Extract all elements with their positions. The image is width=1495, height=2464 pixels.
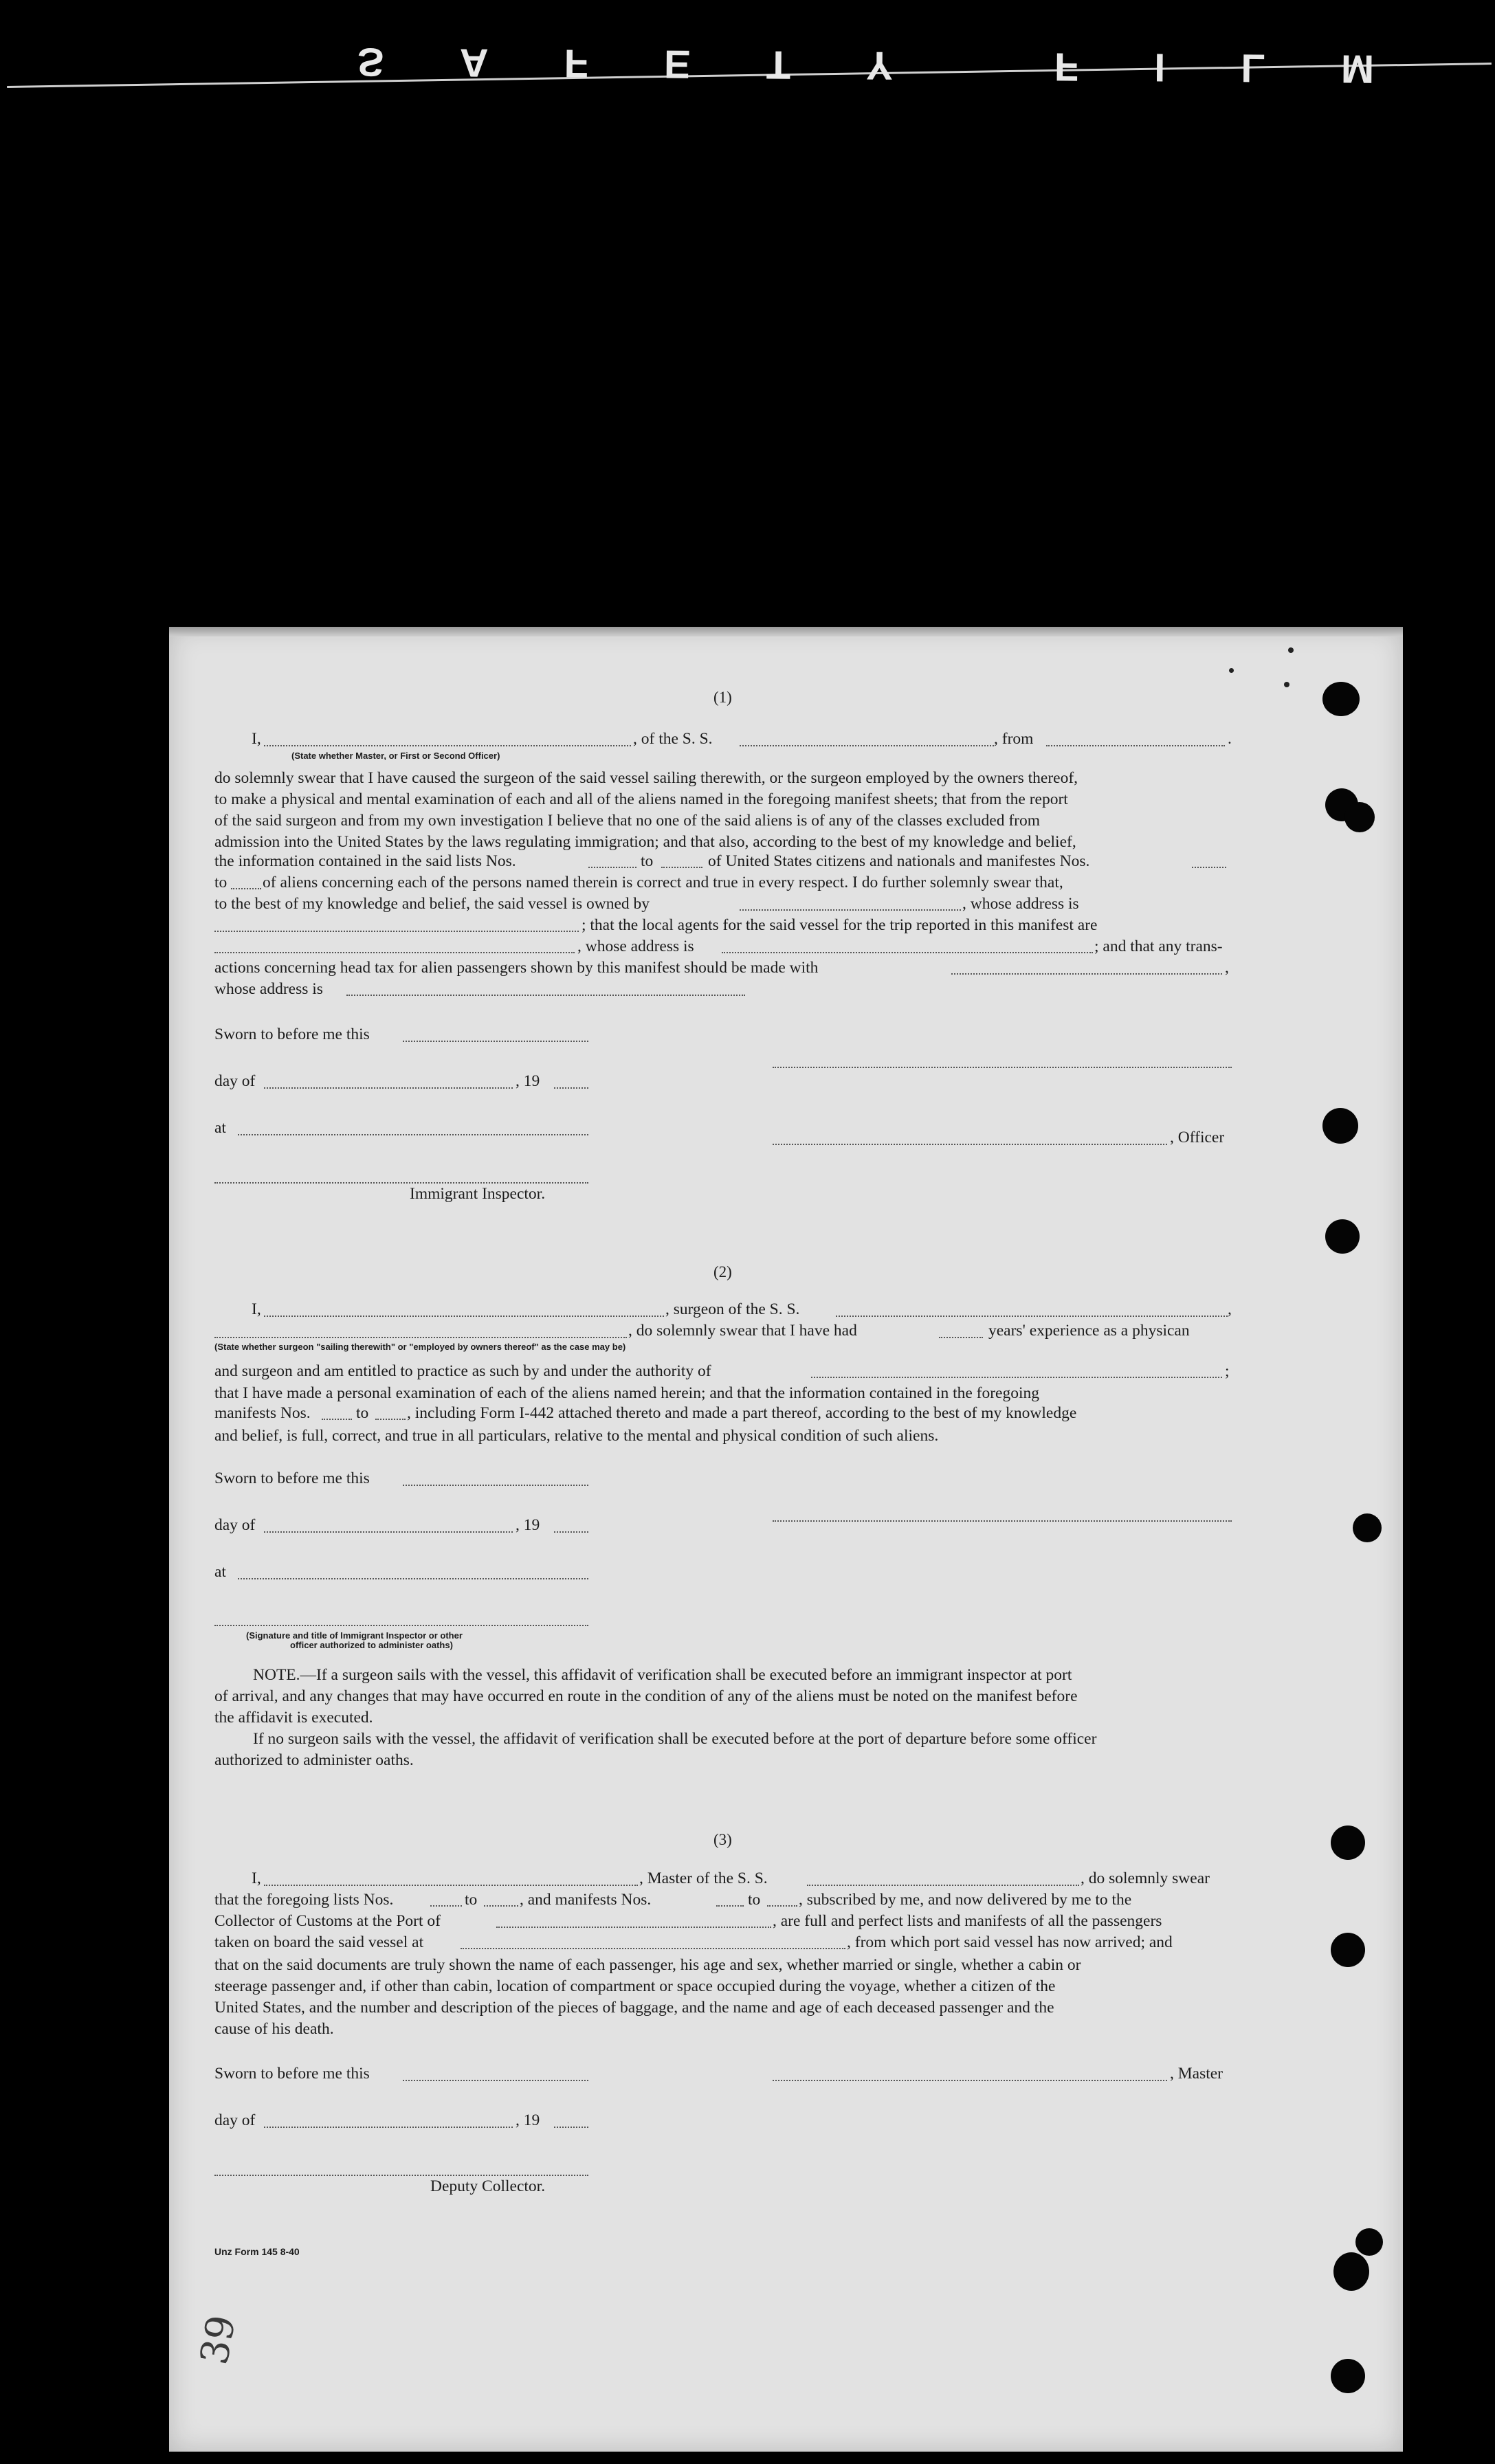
s1-whose-address: whose address is	[214, 980, 323, 998]
s2-signature-note-1: (Signature and title of Immigrant Inspector or other	[246, 1630, 463, 1641]
s2-note-line: NOTE.—If a surgeon sails with the vessel, this affidavit of verification shall be executed before an immigrant inspector at port	[253, 1666, 1072, 1684]
section-2-number: (2)	[713, 1263, 732, 1280]
blank-field	[214, 1337, 627, 1338]
s3-deputy-collector: Deputy Collector.	[430, 2177, 546, 2195]
blank-field	[740, 909, 961, 911]
blank-field	[951, 973, 1222, 975]
s1-agent-address: , whose address is	[577, 937, 694, 955]
signature-line	[773, 1520, 1232, 1522]
s1-officer: , Officer	[1170, 1129, 1225, 1146]
punch-hole	[1344, 802, 1375, 832]
s1-line1-of-ss: , of the S. S.	[633, 730, 713, 748]
section-1-number: (1)	[713, 689, 732, 706]
blank-field	[238, 1134, 588, 1135]
s3-year: , 19	[516, 2111, 540, 2129]
blank-field	[264, 2127, 513, 2128]
s2-note-line: of arrival, and any changes that may have occurred en route in the condition of any of the aliens must be noted on the manifest before	[214, 1687, 1078, 1705]
punch-hole	[1322, 682, 1360, 716]
s1-line1-from: , from	[994, 730, 1034, 748]
s3-lists-to: to	[465, 1891, 478, 1909]
s1-head-tax: actions concerning head tax for alien passengers shown by this manifest should be made with	[214, 959, 819, 977]
s2-surgeon-note: (State whether surgeon "sailing therewith" or "employed by owners thereof" as the case may be)	[214, 1342, 626, 1352]
blank-field	[722, 952, 1093, 953]
s2-day-of: day of	[214, 1516, 256, 1534]
blank-field	[375, 1419, 406, 1420]
s1-at: at	[214, 1119, 226, 1137]
s3-collector: Collector of Customs at the Port of	[214, 1912, 441, 1930]
film-edge-strip	[0, 0, 1495, 96]
blank-field	[811, 1377, 1222, 1378]
s3-master: , Master	[1170, 2065, 1223, 2083]
s3-full-lists: , are full and perfect lists and manifests of all the passengers	[773, 1912, 1162, 1930]
signature-line	[773, 1144, 1167, 1145]
punch-hole	[1331, 1933, 1365, 1967]
s3-body-line: steerage passenger and, if other than cabin, location of compartment or space occupied during the voyage, whether a citizen of the	[214, 1977, 1056, 1995]
blank-field	[484, 1905, 518, 1907]
punch-hole	[1331, 1825, 1365, 1860]
s2-belief: and belief, is full, correct, and true in all particulars, relative to the mental and physical condition of such aliens.	[214, 1427, 939, 1445]
section-3-number: (3)	[713, 1831, 732, 1848]
page-top-edge	[169, 627, 1403, 636]
s2-manifests-nos: manifests Nos.	[214, 1404, 311, 1422]
blank-field	[403, 1041, 588, 1042]
s1-local-agents: ; that the local agents for the said vessel for the trip reported in this manifest are	[582, 916, 1098, 934]
blank-field	[740, 745, 994, 746]
s2-including-form: , including Form I-442 attached thereto and made a part thereof, according to the best of my knowledge	[407, 1404, 1077, 1422]
blank-field	[346, 995, 745, 996]
s2-solemnly-swear: , do solemnly swear that I have had	[628, 1322, 857, 1340]
signature-line	[773, 1067, 1232, 1068]
s1-any-trans: ; and that any trans-	[1094, 937, 1223, 955]
handwritten-number: 39	[192, 2311, 245, 2368]
s2-at: at	[214, 1563, 226, 1581]
s3-arrived: , from which port said vessel has now arrived; and	[847, 1933, 1173, 1951]
blank-field	[264, 1531, 513, 1533]
s2-sworn: Sworn to before me this	[214, 1469, 370, 1487]
blank-field	[264, 1087, 513, 1089]
s1-year: , 19	[516, 1072, 540, 1090]
blank-field	[554, 1531, 588, 1533]
blank-field	[1046, 745, 1225, 746]
s2-examination: that I have made a personal examination of each of the aliens named herein; and that the information contained in the foregoing	[214, 1384, 1040, 1402]
blank-field	[403, 2080, 588, 2081]
speck	[1288, 647, 1294, 653]
s3-body-line: that on the said documents are truly shown the name of each passenger, his age and sex, whether married or single, whether a cabin or	[214, 1956, 1081, 1974]
punch-hole	[1353, 1513, 1382, 1542]
s2-years-experience: years' experience as a physican	[988, 1322, 1190, 1340]
blank-field	[554, 1087, 588, 1089]
blank-field	[264, 1316, 664, 1317]
blank-field	[939, 1337, 983, 1338]
speck	[1229, 668, 1234, 673]
s3-lists-nos: that the foregoing lists Nos.	[214, 1891, 394, 1909]
blank-field	[214, 952, 575, 953]
blank-field	[238, 1578, 588, 1579]
blank-field	[461, 1948, 845, 1949]
s1-immigrant-inspector: Immigrant Inspector.	[410, 1185, 546, 1203]
blank-field	[264, 1885, 638, 1886]
blank-field	[767, 1905, 797, 1907]
s1-body-line: admission into the United States by the laws regulating immigration; and that also, according to the best of my knowledge and belief,	[214, 833, 1076, 851]
s1-owner-address: , whose address is	[962, 895, 1079, 913]
s3-subscribed: , subscribed by me, and now delivered by me to the	[799, 1891, 1132, 1909]
inspector-signature-line	[214, 1182, 588, 1184]
s1-owned-by: to the best of my knowledge and belief, the said vessel is owned by	[214, 895, 650, 913]
s3-manifests-nos: , and manifests Nos.	[520, 1891, 652, 1909]
blank-field	[1192, 867, 1226, 868]
s2-note2-line: If no surgeon sails with the vessel, the affidavit of verification shall be executed before at the port of departure before some officer	[253, 1730, 1097, 1748]
s2-line1-end: ,	[1228, 1300, 1232, 1318]
s2-note2-line: authorized to administer oaths.	[214, 1751, 414, 1769]
s1-body-line: do solemnly swear that I have caused the surgeon of the said vessel sailing therewith, or the surgeon employed by the owners thereof,	[214, 769, 1078, 787]
s1-head-tax-end: ,	[1225, 959, 1229, 977]
punch-hole	[1325, 1219, 1360, 1254]
blank-field	[807, 1885, 1079, 1886]
s3-sworn: Sworn to before me this	[214, 2065, 370, 2083]
s2-note-line: the affidavit is executed.	[214, 1709, 373, 1727]
s1-officer-note: (State whether Master, or First or Second Officer)	[291, 751, 500, 761]
s1-manifests-nos: of United States citizens and nationals and manifestes Nos.	[708, 852, 1090, 870]
s3-taken-on-board: taken on board the said vessel at	[214, 1933, 424, 1951]
form-identifier: Unz Form 145 8-40	[214, 2246, 300, 2257]
punch-hole	[1333, 2252, 1369, 2291]
speck	[1284, 682, 1289, 687]
blank-field	[588, 867, 636, 868]
s3-solemnly-swear: , do solemnly swear	[1081, 1869, 1210, 1887]
s3-body-line: United States, and the number and description of the pieces of baggage, and the name and age of each deceased passenger and the	[214, 1999, 1054, 2017]
s3-manifests-to: to	[748, 1891, 761, 1909]
s1-day-of: day of	[214, 1072, 256, 1090]
s1-to: to	[214, 874, 228, 891]
s1-body-line: of the said surgeon and from my own investigation I believe that no one of the said aliens is of any of the classes excluded from	[214, 812, 1041, 830]
s2-surgeon-authority: and surgeon and am entitled to practice as such by and under the authority of	[214, 1362, 711, 1380]
blank-field	[496, 1927, 771, 1928]
punch-hole	[1331, 2359, 1365, 2393]
s1-sworn: Sworn to before me this	[214, 1025, 370, 1043]
s1-lists-to: to	[641, 852, 654, 870]
s1-aliens-concerning: of aliens concerning each of the persons named therein is correct and true in every respect. I do further solemnly swear that,	[263, 874, 1063, 891]
punch-hole	[1355, 2228, 1383, 2256]
manifest-form-page	[169, 627, 1403, 2452]
s1-lists-nos: the information contained in the said lists Nos.	[214, 852, 516, 870]
blank-field	[836, 1316, 1228, 1317]
s2-manifests-to: to	[356, 1404, 369, 1422]
s3-body-line: cause of his death.	[214, 2020, 334, 2038]
s2-year: , 19	[516, 1516, 540, 1534]
s3-line1-start: I,	[252, 1869, 261, 1887]
blank-field	[264, 745, 631, 746]
blank-field	[322, 1419, 352, 1420]
s2-signature-note-2: officer authorized to administer oaths)	[290, 1640, 453, 1650]
s1-body-line: to make a physical and mental examination of each and all of the aliens named in the foregoing manifest sheets; that from the report	[214, 790, 1068, 808]
signature-line	[773, 2080, 1167, 2081]
blank-field	[231, 888, 261, 889]
blank-field	[403, 1485, 588, 1486]
blank-field	[214, 931, 579, 932]
blank-field	[554, 2127, 588, 2128]
blank-field	[716, 1905, 744, 1907]
blank-field	[430, 1905, 462, 1907]
s1-line1-end: .	[1228, 730, 1232, 748]
inspector-signature-line	[214, 1625, 588, 1626]
safety-film-mark: SAFETY FILM	[357, 39, 1450, 92]
punch-hole	[1322, 1108, 1358, 1144]
s2-line1-start: I,	[252, 1300, 261, 1318]
s3-day-of: day of	[214, 2111, 256, 2129]
s2-line3-end: ;	[1225, 1362, 1230, 1380]
blank-field	[661, 867, 702, 868]
s1-line1-start: I,	[252, 730, 261, 748]
collector-signature-line	[214, 2175, 588, 2176]
s2-surgeon-of-ss: , surgeon of the S. S.	[665, 1300, 800, 1318]
s3-master-of-ss: , Master of the S. S.	[639, 1869, 768, 1887]
